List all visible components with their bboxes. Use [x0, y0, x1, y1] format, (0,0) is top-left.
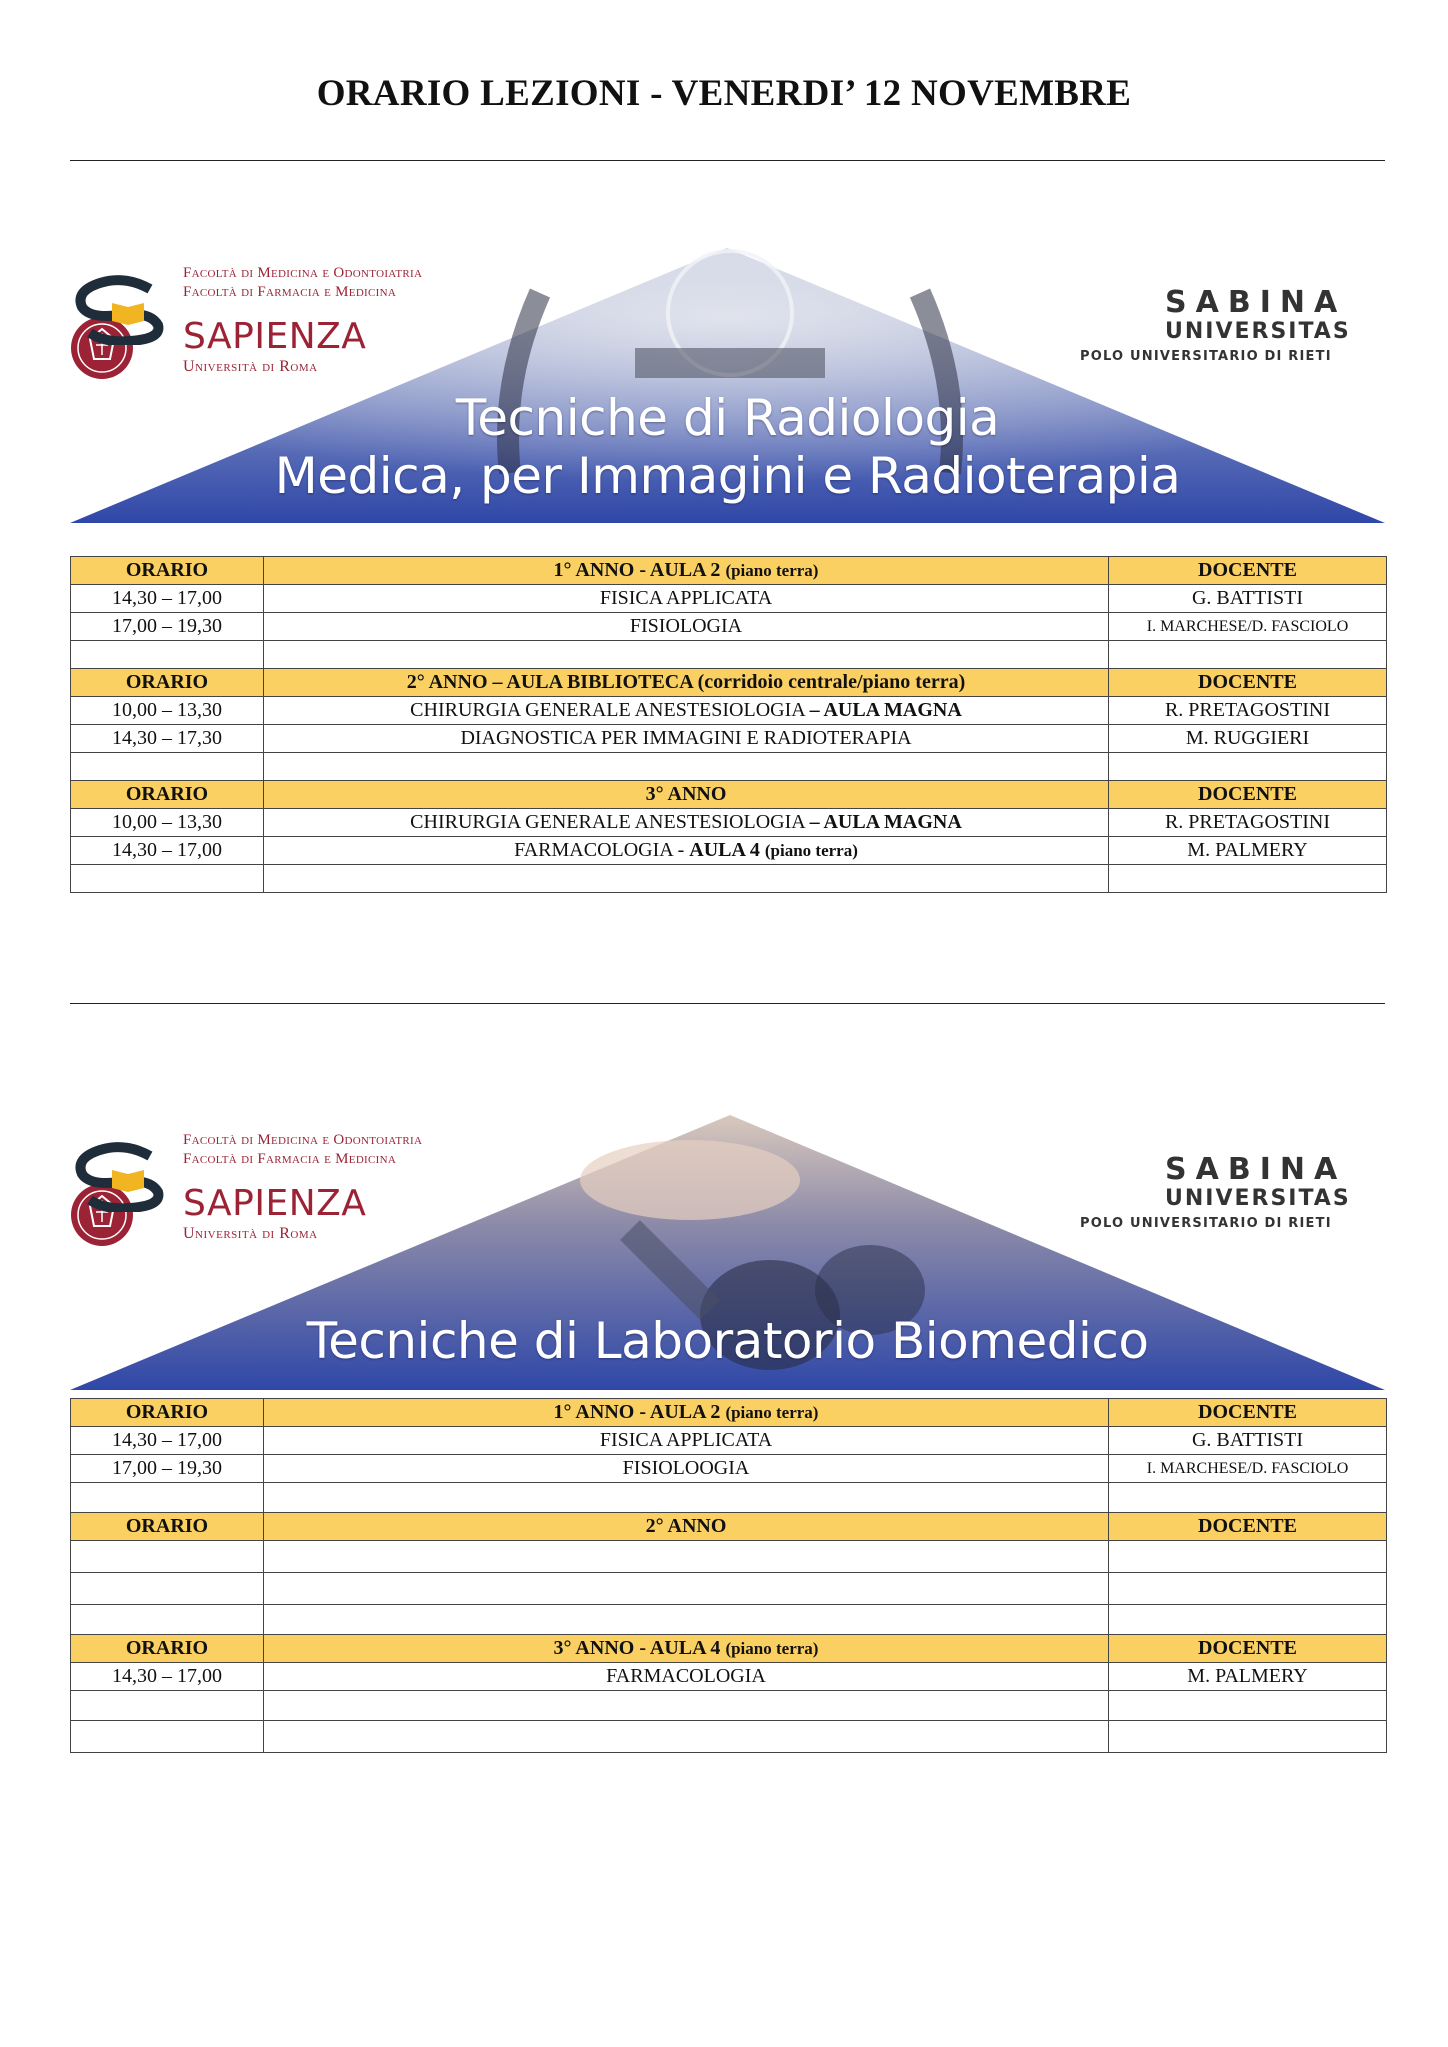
faculty-line-2: Facoltà di Farmacia e Medicina [183, 1151, 397, 1167]
header-year: 3° ANNO [264, 781, 1109, 809]
table-header-row [71, 669, 1387, 697]
sapienza-name: SAPIENZA [183, 316, 367, 357]
sapienza-subtitle: Università di Roma [183, 358, 318, 375]
time-cell: 14,30 – 17,00 [71, 1427, 264, 1455]
course-title-line-1: Tecniche di Radiologia [455, 389, 1000, 447]
sapienza-subtitle: Università di Roma [183, 1225, 318, 1242]
table-row [71, 1663, 1387, 1691]
time-cell: 14,30 – 17,00 [71, 585, 264, 613]
sabina-name: SABINA [1165, 1152, 1347, 1187]
header-orario: ORARIO [71, 1513, 264, 1541]
table-header-row [71, 1399, 1387, 1427]
faculty-line-1: Facoltà di Medicina e Odontoiatria [183, 1132, 423, 1148]
header-orario: ORARIO [71, 1635, 264, 1663]
empty-row [71, 1573, 1387, 1605]
subject-cell: FISICA APPLICATA [264, 1427, 1109, 1455]
subject-cell: FARMACOLOGIA [264, 1663, 1109, 1691]
header-docente: DOCENTE [1109, 669, 1387, 697]
header-docente: DOCENTE [1109, 1513, 1387, 1541]
docente-cell: I. MARCHESE/D. FASCIOLO [1109, 613, 1387, 641]
empty-row [71, 641, 1387, 669]
subject-cell: CHIRURGIA GENERALE ANESTESIOLOGIA – AULA MAGNA [264, 697, 1109, 725]
schedule-table-laboratorio [70, 1398, 1387, 1753]
docente-cell: G. BATTISTI [1109, 585, 1387, 613]
docente-cell: M. RUGGIERI [1109, 725, 1387, 753]
subject-cell: FISIOLOOGIA [264, 1455, 1109, 1483]
table-row [71, 809, 1387, 837]
docente-cell: R. PRETAGOSTINI [1109, 697, 1387, 725]
schedule-table-radiologia [70, 556, 1387, 893]
sabina-polo: POLO UNIVERSITARIO DI RIETI [1080, 1216, 1332, 1231]
time-cell: 17,00 – 19,30 [71, 1455, 264, 1483]
docente-cell: G. BATTISTI [1109, 1427, 1387, 1455]
subject-cell: FARMACOLOGIA - AULA 4 (piano terra) [264, 837, 1109, 865]
subject-cell: CHIRURGIA GENERALE ANESTESIOLOGIA – AULA MAGNA [264, 809, 1109, 837]
faculty-line-2: Facoltà di Farmacia e Medicina [183, 284, 397, 300]
faculty-line-1: Facoltà di Medicina e Odontoiatria [183, 265, 423, 281]
empty-row [71, 1605, 1387, 1635]
subject-cell: FISIOLOGIA [264, 613, 1109, 641]
time-cell: 17,00 – 19,30 [71, 613, 264, 641]
page-title: ORARIO LEZIONI - VENERDI’ 12 NOVEMBRE [316, 73, 1132, 114]
header-docente: DOCENTE [1109, 557, 1387, 585]
sabina-name: SABINA [1165, 285, 1347, 320]
header-orario: ORARIO [71, 781, 264, 809]
sabina-universitas: UNIVERSITAS [1165, 319, 1351, 344]
time-cell: 10,00 – 13,30 [71, 697, 264, 725]
table-header-row [71, 781, 1387, 809]
time-cell: 14,30 – 17,00 [71, 837, 264, 865]
header-year: 1° ANNO - AULA 2 (piano terra) [264, 1399, 1109, 1427]
table-row [71, 697, 1387, 725]
empty-row [71, 1483, 1387, 1513]
header-orario: ORARIO [71, 1399, 264, 1427]
empty-row [71, 865, 1387, 893]
course-title: Tecniche di Laboratorio Biomedico [306, 1312, 1149, 1370]
table-header-row [71, 557, 1387, 585]
table-row [71, 1455, 1387, 1483]
table-header-row [71, 1635, 1387, 1663]
divider [70, 160, 1385, 161]
table-row [71, 585, 1387, 613]
table-header-row [71, 1513, 1387, 1541]
empty-row [71, 1691, 1387, 1721]
header-docente: DOCENTE [1109, 1635, 1387, 1663]
time-cell: 14,30 – 17,00 [71, 1663, 264, 1691]
docente-cell: M. PALMERY [1109, 837, 1387, 865]
table-row [71, 725, 1387, 753]
header-orario: ORARIO [71, 557, 264, 585]
sabina-logo-icon [70, 275, 170, 345]
empty-row [71, 1721, 1387, 1753]
sabina-polo: POLO UNIVERSITARIO DI RIETI [1080, 349, 1332, 364]
time-cell: 10,00 – 13,30 [71, 809, 264, 837]
header-orario: ORARIO [71, 669, 264, 697]
header-year: 2° ANNO [264, 1513, 1109, 1541]
header-docente: DOCENTE [1109, 781, 1387, 809]
time-cell: 14,30 – 17,30 [71, 725, 264, 753]
docente-cell: M. PALMERY [1109, 1663, 1387, 1691]
subject-cell: FISICA APPLICATA [264, 585, 1109, 613]
table-row [71, 1427, 1387, 1455]
header-docente: DOCENTE [1109, 1399, 1387, 1427]
empty-row [71, 753, 1387, 781]
course-title-line-2: Medica, per Immagini e Radioterapia [274, 447, 1181, 505]
divider [70, 1003, 1385, 1004]
banner-laboratorio [70, 1110, 1385, 1390]
banner-radiologia [70, 243, 1385, 523]
docente-cell: I. MARCHESE/D. FASCIOLO [1109, 1455, 1387, 1483]
empty-row [71, 1541, 1387, 1573]
header-year: 2° ANNO – AULA BIBLIOTECA (corridoio centrale/piano terra) [264, 669, 1109, 697]
sapienza-name: SAPIENZA [183, 1183, 367, 1224]
table-row [71, 837, 1387, 865]
sabina-logo-icon [70, 1142, 170, 1212]
header-year: 3° ANNO - AULA 4 (piano terra) [264, 1635, 1109, 1663]
table-row [71, 613, 1387, 641]
docente-cell: R. PRETAGOSTINI [1109, 809, 1387, 837]
subject-cell: DIAGNOSTICA PER IMMAGINI E RADIOTERAPIA [264, 725, 1109, 753]
header-year: 1° ANNO - AULA 2 (piano terra) [264, 557, 1109, 585]
sabina-universitas: UNIVERSITAS [1165, 1186, 1351, 1211]
